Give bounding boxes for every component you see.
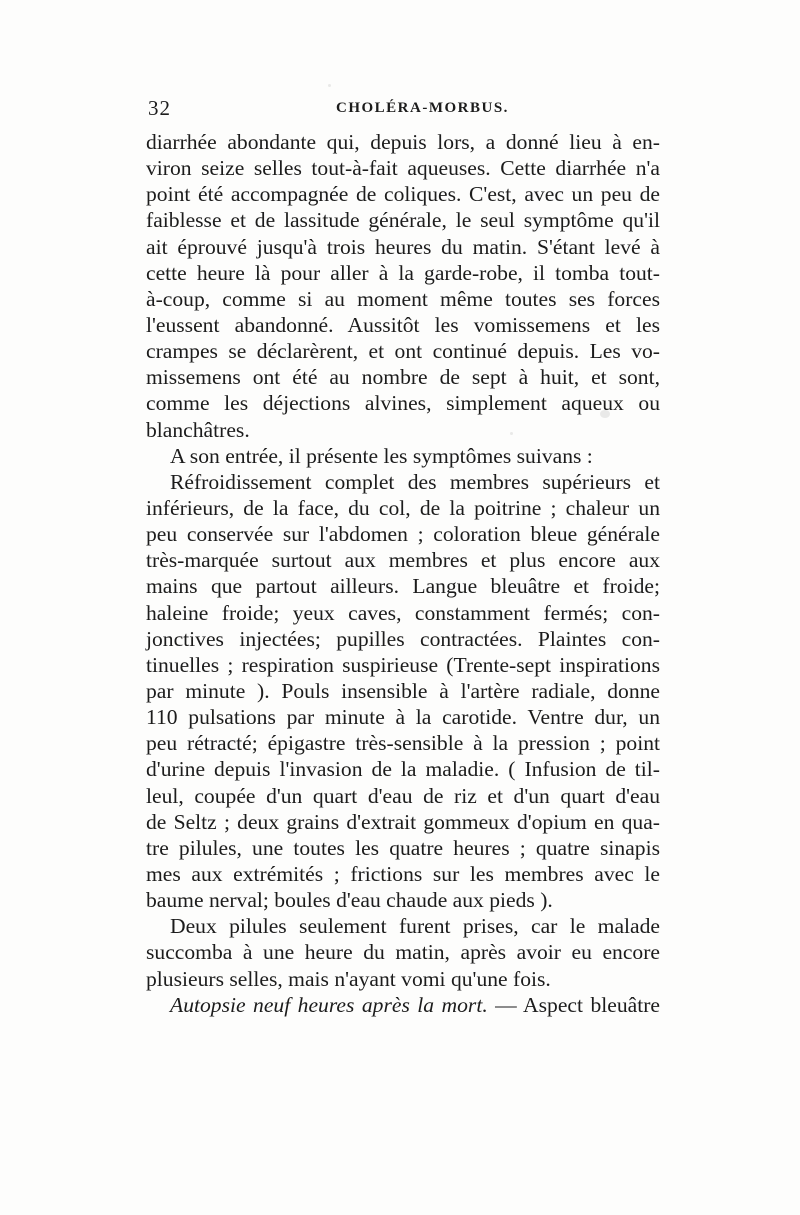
page-header (148, 96, 663, 122)
autopsy-line (146, 992, 660, 1018)
paragraph-start-line: Réfroidissement complet des membres supérieurs et (170, 469, 660, 494)
text-line: succomba à une heure du matin, après avoir eu encore (146, 940, 660, 965)
text-line: 110 pulsations par minute à la carotide. Ventre dur, un (146, 705, 660, 730)
text-line: missemens ont été au nombre de sept à huit, et sont, (146, 365, 660, 390)
body-text (146, 129, 660, 1018)
text-line: mes aux extrémités ; frictions sur les membres avec le (146, 861, 660, 886)
text-line: viron seize selles tout-à-fait aqueuses. Cette diarrhée n'a (146, 156, 660, 181)
text-line: par minute ). Pouls insensible à l'artère radiale, donne (146, 678, 660, 703)
text-line: l'eussent abandonné. Aussitôt les vomissemens et les (146, 312, 660, 337)
autopsy-text: — Aspect bleuâtre (487, 992, 660, 1017)
text-line: point été accompagnée de coliques. C'est, avec un peu de (146, 182, 660, 207)
text-line: haleine froide; yeux caves, constamment fermés; con- (146, 600, 660, 625)
paragraph-start-line: Deux pilules seulement furent prises, car le malade (170, 914, 660, 939)
text-line: d'urine depuis l'invasion de la maladie. ( Infusion de til- (146, 757, 660, 782)
text-line: de Seltz ; deux grains d'extrait gommeux d'opium en qua- (146, 809, 660, 834)
text-line: comme les déjections alvines, simplement aqueux ou (146, 391, 660, 416)
text-line: ait éprouvé jusqu'à trois heures du matin. S'étant levé à (146, 234, 660, 259)
text-line: tre pilules, une toutes les quatre heures ; quatre sinapis (146, 835, 660, 860)
text-line: faiblesse et de lassitude générale, le seul symptôme qu'il (146, 208, 660, 233)
page-number: 32 (148, 96, 171, 120)
text-line: diarrhée abondante qui, depuis lors, a donné lieu à en- (146, 130, 660, 154)
text-line: cette heure là pour aller à la garde-robe, il tomba tout- (146, 260, 660, 285)
text-line: à-coup, comme si au moment même toutes ses forces (146, 286, 660, 311)
running-head: CHOLÉRA-MORBUS. (336, 100, 509, 116)
text-line: inférieurs, de la face, du col, de la poitrine ; chaleur un (146, 495, 660, 520)
text-line: baume nerval; boules d'eau chaude aux pieds ). (146, 888, 553, 913)
text-line: crampes se déclarèrent, et ont continué depuis. Les vo- (146, 339, 660, 364)
text-line: peu conservée sur l'abdomen ; coloration bleue générale (146, 522, 660, 547)
text-line: très-marquée surtout aux membres et plus encore aux (146, 548, 660, 573)
text-line: mains que partout ailleurs. Langue bleuâtre et froide; (146, 574, 660, 599)
text-line: leul, coupée d'un quart d'eau de riz et d'un quart d'eau (146, 783, 660, 808)
text-line: peu rétracté; épigastre très-sensible à la pression ; point (146, 731, 660, 756)
paper-speck (600, 410, 610, 418)
text-line: tinuelles ; respiration suspirieuse (Trente-sept inspirations (146, 652, 660, 677)
paper-speck (510, 432, 513, 435)
paragraph-start-line: A son entrée, il présente les symptômes suivans : (170, 443, 593, 468)
text-line: plusieurs selles, mais n'ayant vomi qu'une fois. (146, 966, 551, 991)
text-line: blanchâtres. (146, 417, 250, 442)
autopsy-heading: Autopsie neuf heures après la mort. (170, 992, 488, 1017)
text-line: jonctives injectées; pupilles contractées. Plaintes con- (146, 626, 660, 651)
paper-speck (328, 84, 331, 87)
